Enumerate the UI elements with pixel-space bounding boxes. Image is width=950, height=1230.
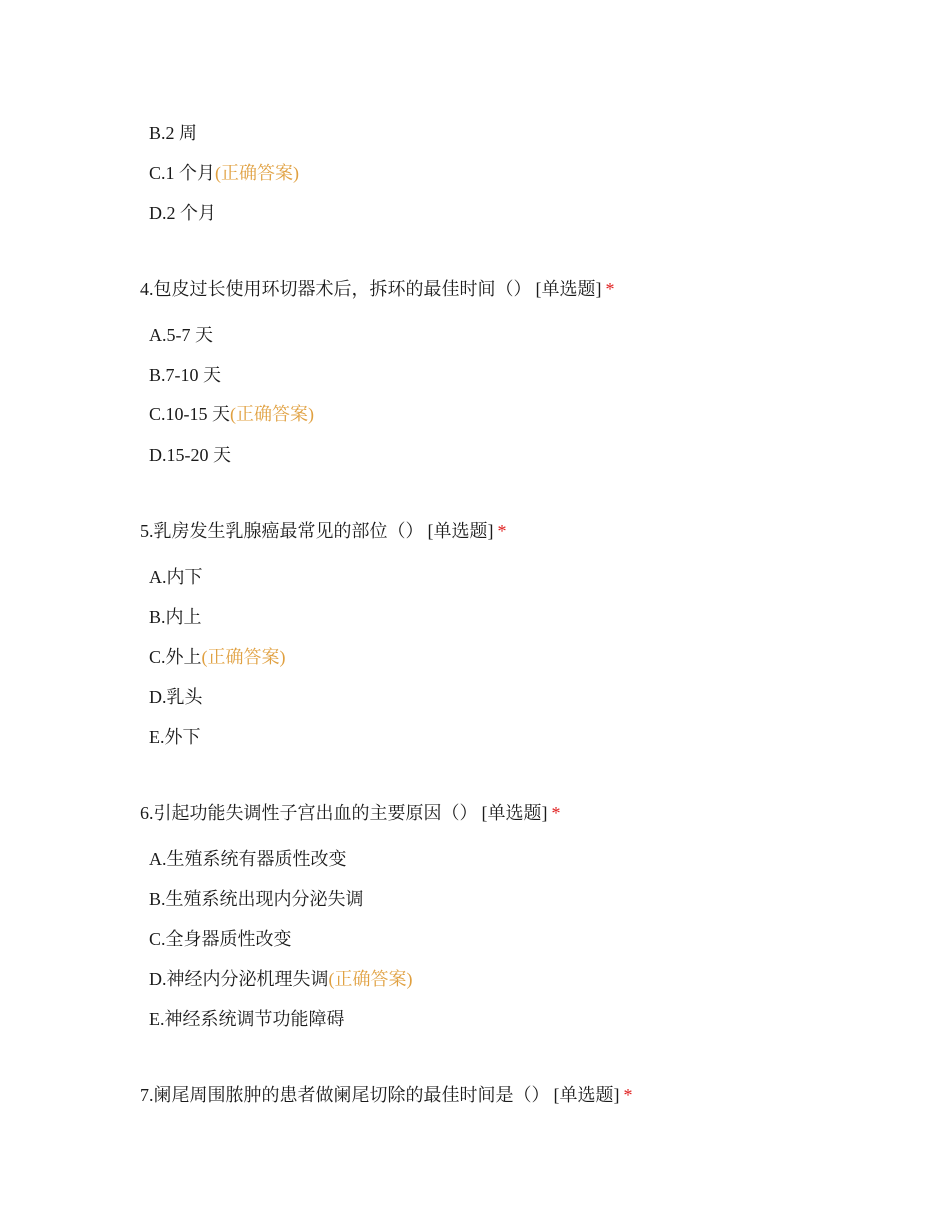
question-type-label: [单选题] — [553, 1085, 620, 1105]
question-text: 6.引起功能失调性子宫出血的主要原因（） — [140, 803, 478, 823]
required-marker: * — [497, 521, 507, 541]
option-text: C.全身器质性改变 — [149, 929, 292, 949]
option-item — [149, 686, 203, 708]
question-text: 4.包皮过长使用环切器术后，拆环的最佳时间（） — [140, 279, 532, 299]
option-item — [149, 324, 213, 346]
required-marker: * — [605, 279, 615, 299]
correct-answer-marker: (正确答案) — [328, 969, 413, 989]
option-text: C.10-15 天 — [149, 404, 230, 424]
question-title — [140, 1084, 633, 1106]
option-text: B.生殖系统出现内分泌失调 — [149, 889, 364, 909]
option-text: C.1 个月 — [149, 163, 216, 183]
option-text: B.内上 — [149, 607, 202, 627]
question-title — [140, 278, 615, 300]
option-item — [149, 848, 347, 870]
option-item — [149, 888, 364, 910]
option-text: B.7-10 天 — [149, 365, 221, 385]
required-marker: * — [623, 1085, 633, 1105]
option-item — [149, 726, 201, 748]
question-type-label: [单选题] — [535, 279, 602, 299]
question-text: 7.阑尾周围脓肿的患者做阑尾切除的最佳时间是（） — [140, 1085, 550, 1105]
option-item — [149, 566, 203, 588]
option-item — [149, 122, 197, 144]
option-item — [149, 202, 216, 224]
question-type-label: [单选题] — [427, 521, 494, 541]
required-marker: * — [551, 803, 561, 823]
question-text: 5.乳房发生乳腺癌最常见的部位（） — [140, 521, 424, 541]
option-text: D.乳头 — [149, 687, 203, 707]
option-text: C.外上 — [149, 647, 202, 667]
option-item — [149, 162, 299, 184]
option-text: D.神经内分泌机理失调 — [149, 969, 329, 989]
question-title — [140, 520, 507, 542]
option-text: D.15-20 天 — [149, 445, 231, 465]
correct-answer-marker: (正确答案) — [230, 404, 314, 424]
option-text: D.2 个月 — [149, 203, 216, 223]
option-item — [149, 646, 286, 668]
option-text: A.内下 — [149, 567, 203, 587]
option-item — [149, 403, 314, 425]
option-text: A.5-7 天 — [149, 325, 213, 345]
option-item — [149, 928, 292, 950]
correct-answer-marker: (正确答案) — [215, 163, 300, 183]
option-text: E.外下 — [149, 727, 201, 747]
option-text: B.2 周 — [149, 123, 198, 143]
question-type-label: [单选题] — [481, 803, 548, 823]
option-item — [149, 1008, 345, 1030]
option-item — [149, 444, 231, 466]
correct-answer-marker: (正确答案) — [201, 647, 286, 667]
question-title — [140, 802, 561, 824]
option-item — [149, 606, 202, 628]
option-text: A.生殖系统有器质性改变 — [149, 849, 347, 869]
option-text: E.神经系统调节功能障碍 — [149, 1009, 345, 1029]
option-item — [149, 364, 221, 386]
option-item — [149, 968, 413, 990]
